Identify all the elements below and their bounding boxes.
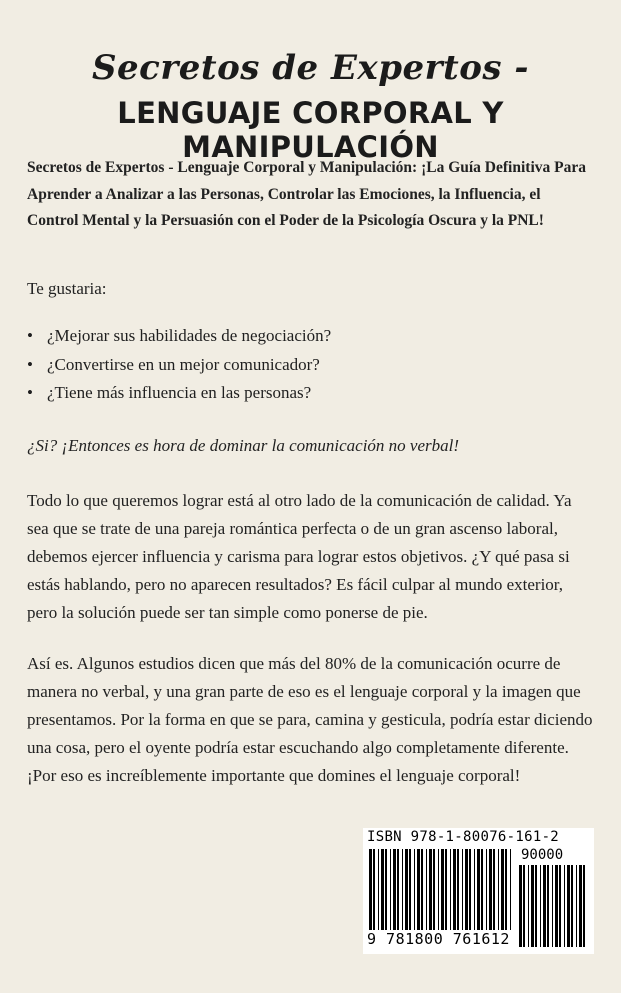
te-gustaria-label: Te gustaria: xyxy=(27,279,107,298)
isbn-label: ISBN 978-1-80076-161-2 xyxy=(367,829,560,845)
barcode-block xyxy=(363,828,594,954)
ean-digits: 9 781800 761612 xyxy=(367,930,510,948)
list-item xyxy=(27,379,331,408)
intro-paragraph: Secretos de Expertos - Lenguaje Corporal y Manipulación: ¡La Guía Definitiva Para Aprender a Analizar a las Personas, Controlar las Emociones, la Influencia, el Control Mental y la Persuasión con el Poder de la Psicología Oscura y la PNL! xyxy=(27,159,586,229)
list-item-text: ¿Tiene más influencia en las personas? xyxy=(47,383,312,402)
addon-barcode-icon xyxy=(519,865,587,947)
title-script: Secretos de Expertos - xyxy=(91,48,529,88)
bullet-icon: • xyxy=(27,326,33,345)
question-list xyxy=(27,322,331,408)
bullet-icon: • xyxy=(27,354,33,374)
bullet-icon: • xyxy=(27,383,33,402)
call-to-action: ¿Si? ¡Entonces es hora de dominar la comunicación no verbal! xyxy=(27,436,460,455)
list-item xyxy=(27,351,331,380)
title-main: LENGUAJE CORPORAL Y MANIPULACIÓN xyxy=(117,96,504,164)
list-item-text: ¿Convertirse en un mejor comunicador? xyxy=(47,354,320,374)
body-paragraph-1: Todo lo que queremos lograr está al otro lado de la comunicación de calidad. Ya sea que se trate de una pareja romántica perfecta o de un gran ascenso laboral, debemos ejercer influencia y carisma para lograr estos objetivos. ¿Y qué pasa si estás hablando, pero no aparecen resultados? Es fácil culpar al mundo exterior, pero la solución puede ser tan simple como ponerse de pie. xyxy=(27,491,572,622)
list-item xyxy=(27,322,331,351)
price-code: 90000 xyxy=(521,847,564,863)
list-item-text: ¿Mejorar sus habilidades de negociación? xyxy=(47,326,332,345)
body-paragraph-2: Así es. Algunos estudios dicen que más del 80% de la comunicación ocurre de manera no verbal, y una gran parte de eso es el lenguaje corporal y la imagen que presentamos. Por la forma en que se para, camina y gesticula, podría estar diciendo una cosa, pero el oyente podría estar escuchando algo completamente diferente. ¡Por eso es increíblemente importante que domines el lenguaje corporal! xyxy=(27,654,593,785)
